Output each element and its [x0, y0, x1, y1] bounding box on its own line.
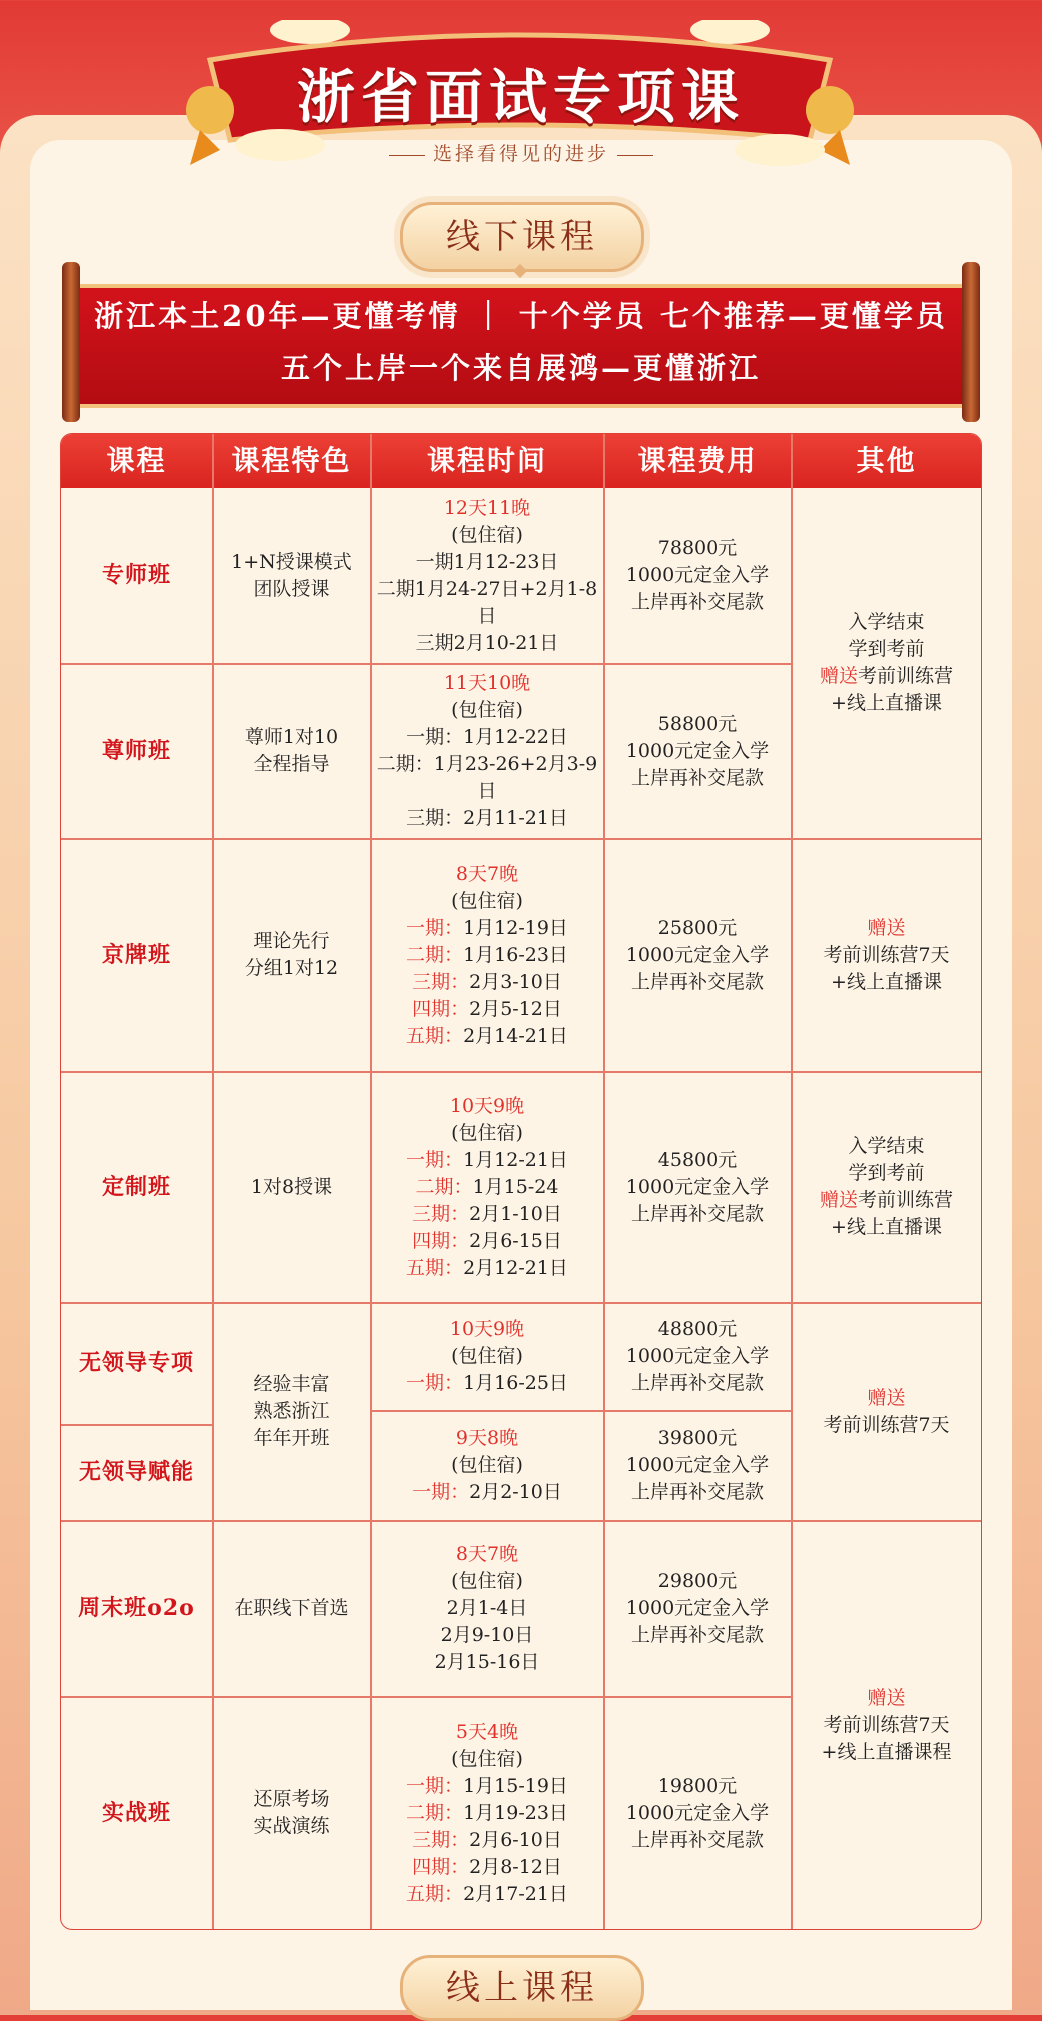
course-price: 45800元 1000元定金入学 上岸再补交尾款	[625, 1148, 770, 1225]
course-time: 10天9晚 (包住宿) 一期：1月16-25日	[406, 1318, 568, 1394]
course-other: 赠送 考前训练营7天	[823, 1386, 950, 1436]
course-price: 39800元 1000元定金入学 上岸再补交尾款	[625, 1427, 770, 1503]
course-feature: 1+N授课模式 团队授课	[231, 550, 352, 600]
course-price: 19800元 1000元定金入学 上岸再补交尾款	[625, 1774, 770, 1851]
course-name: 周末班o2o	[78, 1595, 195, 1621]
course-time: 9天8晚 (包住宿) 一期：2月2-10日	[412, 1427, 562, 1503]
course-time: 8天7晚 (包住宿) 2月1-4日 2月9-10日 2月15-16日	[434, 1543, 540, 1673]
course-time: 5天4晚 (包住宿) 一期：1月15-19日 二期：1月19-23日 三期：2月6-10日 四期：2月8-12日 五期：2月17-21日	[406, 1720, 568, 1905]
table-row	[61, 1072, 212, 1302]
course-name: 无领导专项	[78, 1350, 194, 1376]
course-time: 12天11晚 (包住宿) 一期1月12-23日 二期1月24-27日+2月1-8日 三期2月10-21日	[376, 496, 598, 654]
course-feature: 1对8授课	[250, 1175, 333, 1198]
course-time: 8天7晚 (包住宿) 一期：1月12-19日 二期：1月16-23日 三期：2月3-10日 四期：2月5-12日 五期：2月14-21日	[406, 862, 568, 1047]
course-table	[60, 433, 982, 1930]
header-time: 课程时间	[426, 444, 547, 477]
scroll-rod-left	[62, 262, 80, 422]
table-header-row	[61, 434, 981, 488]
slogan-scroll	[62, 262, 980, 422]
course-name: 实战班	[101, 1799, 171, 1826]
course-name: 京牌班	[101, 941, 171, 968]
header-course: 课程	[106, 444, 167, 477]
course-other: 赠送 考前训练营7天 +线上直播课程	[821, 1686, 952, 1763]
course-time: 10天9晚 (包住宿) 一期：1月12-21日 二期：1月15-24 三期：2月1-10日 四期：2月6-15日 五期：2月12-21日	[406, 1094, 568, 1279]
table-row	[61, 488, 212, 663]
course-feature: 经验丰富 熟悉浙江 年年开班	[253, 1373, 330, 1449]
slogan-line-1: 浙江本土20年—更懂考情 ｜ 十个学员 七个推荐—更懂学员	[94, 299, 948, 333]
course-other: 入学结束 学到考前 赠送考前训练营 +线上直播课	[819, 611, 954, 714]
course-other: 入学结束 学到考前 赠送考前训练营 +线上直播课	[819, 1135, 954, 1238]
header-feature: 课程特色	[231, 444, 352, 477]
table-row	[61, 1303, 212, 1424]
slogan-line-2: 五个上岸一个来自展鸿—更懂浙江	[280, 351, 761, 385]
course-time: 11天10晚 (包住宿) 一期：1月12-22日 二期：1月23-26+2月3-9日 三期：2月11-21日	[376, 672, 598, 829]
page-title: 浙省面试专项课	[296, 63, 745, 131]
course-price: 29800元 1000元定金入学 上岸再补交尾款	[625, 1570, 770, 1646]
course-price: 78800元 1000元定金入学 上岸再补交尾款	[625, 537, 770, 613]
course-price: 25800元 1000元定金入学 上岸再补交尾款	[625, 916, 770, 993]
table-row	[61, 1425, 212, 1520]
course-feature: 理论先行 分组1对12	[244, 930, 339, 979]
table-row	[61, 664, 212, 838]
section-title-online: 线上课程	[400, 1955, 644, 2021]
course-name: 专师班	[101, 562, 171, 588]
table-row	[61, 1697, 212, 1929]
course-name: 定制班	[101, 1173, 171, 1200]
table-row	[61, 1521, 212, 1696]
scroll-rod-right	[962, 262, 980, 422]
course-price: 48800元 1000元定金入学 上岸再补交尾款	[625, 1318, 770, 1394]
header-other: 其他	[856, 444, 917, 477]
course-feature: 尊师1对10 全程指导	[244, 726, 339, 775]
header-price: 课程费用	[637, 444, 758, 477]
course-name: 无领导赋能	[78, 1459, 194, 1485]
course-feature: 还原考场 实战演练	[253, 1788, 330, 1837]
course-price: 58800元 1000元定金入学 上岸再补交尾款	[625, 712, 770, 789]
page-subtitle: 选择看得见的进步	[0, 139, 1042, 166]
table-row	[61, 839, 212, 1071]
section-title-offline: 线下课程	[400, 202, 644, 272]
course-name: 尊师班	[101, 737, 171, 764]
course-feature: 在职线下首选	[234, 1597, 349, 1619]
course-other: 赠送 考前训练营7天 +线上直播课	[823, 916, 950, 993]
